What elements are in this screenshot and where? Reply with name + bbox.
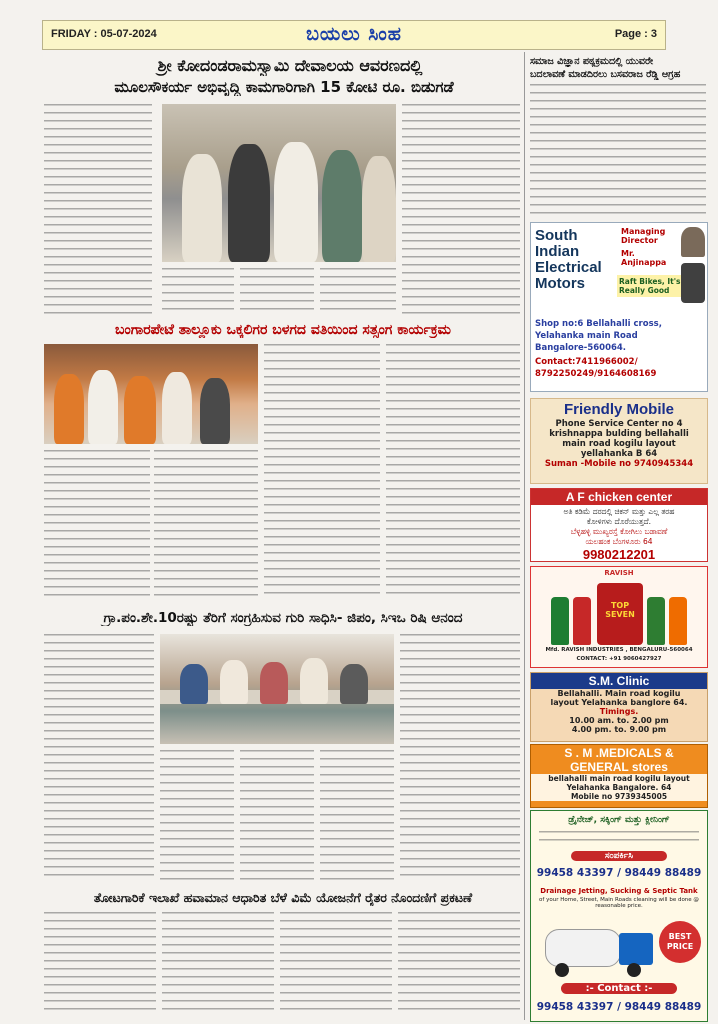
product-bottles xyxy=(547,579,691,645)
ad-drainage-contact-label: ಸಂಪರ್ಕಿಸಿ xyxy=(571,851,667,861)
ad-drainage-phone: 99458 43397 / 98449 88489 xyxy=(536,867,702,879)
ad-drainage-text xyxy=(539,831,699,847)
second-text-col1 xyxy=(44,450,150,600)
lead-photo xyxy=(162,104,396,262)
column-divider xyxy=(524,52,525,1020)
ad-medicals-mobile: Mobile no 9739345005 xyxy=(531,792,707,801)
fourth-headline: ತೋಟಗಾರಿಕೆ ಇಲಾಖೆ ಹವಾಮಾನ ಆಧಾರಿತ ಬೆಳೆ ವಿಮೆ ಯೋಜನೆಗೆ ರೈತರ ನೊಂದಣಿಗೆ ಪ್ರಕಟಣೆ xyxy=(93,890,473,905)
third-text-col1 xyxy=(44,634,154,882)
lead-text-col3 xyxy=(240,268,314,316)
second-text-col2 xyxy=(154,450,258,600)
ad-friendly-line4: yellahanka B 64 xyxy=(580,449,658,459)
ad-friendly-line2: krishnappa bulding bellahalli xyxy=(549,429,689,439)
ad-ravish-contact: CONTACT: +91 9060427927 xyxy=(576,656,662,662)
page-number: Page : 3 xyxy=(614,28,657,40)
side-headline-line1: ಸಮಾಜ ವಿಜ್ಞಾನ ಪಠ್ಯಕ್ರಮದಲ್ಲಿ ಯುವರೇ xyxy=(530,56,654,67)
ad-clinic-timings-label: Timings. xyxy=(599,707,639,716)
ad-ravish xyxy=(530,566,708,668)
ad-ravish-product: TOP SEVEN xyxy=(605,601,635,619)
ad-medicals-name-2: GENERAL stores xyxy=(570,760,668,774)
ad-sie-director: Managing Director xyxy=(621,227,666,245)
ad-friendly-line1: Phone Service Center no 4 xyxy=(555,419,683,429)
ad-sie-name-4: Motors xyxy=(535,275,585,292)
lead-text-col5 xyxy=(402,104,520,314)
avatar xyxy=(681,227,705,257)
ad-drainage-title: ಡ್ರೈನೇಜ್, ಸಕ್ಕಿಂಗ್ ಮತ್ತು ಕ್ಲೀನಿಂಗ್ xyxy=(568,815,670,825)
lead-headline-line2: ಮೂಲಸೌಕರ್ಯ ಅಭಿವೃದ್ಧಿ ಕಾಮಗಾರಿಗಾಗಿ 15 ಕೋಟಿ ರೂ. ಬಿಡುಗಡೆ xyxy=(114,78,454,96)
ad-sie-name-1: South xyxy=(535,227,578,244)
ad-friendly-line3: main road kogilu layout xyxy=(562,439,676,449)
side-text xyxy=(530,84,706,216)
lead-headline-line1: ಶ್ರೀ ಕೋದಂಡರಾಮಸ್ವಾಮಿ ದೇವಾಲಯ ಆವರಣದಲ್ಲಿ xyxy=(157,56,423,75)
side-headline-line2: ಬದಲಾವಣೆ ಮಾಡದಿರಲು ಬಸವರಾಜ ರೆಡ್ಡಿ ಆಗ್ರಹ xyxy=(530,69,681,80)
third-text-col2 xyxy=(160,750,234,882)
badge-line1: BEST xyxy=(668,932,692,941)
ad-medicals-line1: bellahalli main road kogilu layout xyxy=(531,774,707,783)
ad-sie-name-3: Electrical xyxy=(535,259,602,276)
third-photo xyxy=(160,634,394,744)
ad-drainage-service: Drainage Jetting, Sucking & Septic Tank xyxy=(540,887,698,895)
third-headline: ಗ್ರಾ.ಪಂ.ಶೇ.10ರಷ್ಟು ತೆರಿಗೆ ಸಂಗ್ರಹಿಸುವ ಗುರಿ ಸಾಧಿಸಿ- ಜಿಪಂ, ಸಿಇಒ ರಿಷಿ ಆನಂದ xyxy=(103,610,463,626)
ad-ravish-brand: RAVISH xyxy=(604,569,634,577)
ad-sie-contact-2: 8792250249/9164608169 xyxy=(535,369,657,379)
lead-text-col4 xyxy=(320,268,396,316)
ad-chicken-center xyxy=(530,488,708,562)
ad-sie-address-3: Bangalore-560064. xyxy=(535,343,627,353)
lead-text-col2 xyxy=(162,268,234,316)
newspaper-title: ಬಯಲು ಸಿಂಹ xyxy=(306,23,402,45)
truck-image xyxy=(545,919,655,979)
ad-chicken-line2: ಕೋಳಿಗಳು ದೊರೆಯುತ್ತದೆ. xyxy=(586,517,652,526)
ad-drainage-service-sub: of your Home, Street, Main Roads cleaning will be done @ reasonable price. xyxy=(539,897,699,909)
ad-chicken-phone: 9980212201 xyxy=(582,547,656,562)
second-headline: ಬಂಗಾರಪೇಟೆ ತಾಲ್ಲೂಕು ಒಕ್ಕಲಿಗರ ಬಳಗದ ವತಿಯಿಂದ ಸತ್ಸಂಗ ಕಾರ್ಯಕ್ರಮ xyxy=(115,322,451,338)
ad-friendly-contact: Suman -Mobile no 9740945344 xyxy=(544,459,694,469)
ad-sm-clinic xyxy=(530,672,708,742)
lead-text-col1 xyxy=(44,104,152,314)
ad-sie-contact-1: Contact:7411966002/ xyxy=(535,357,638,367)
ad-sie-name-2: Indian xyxy=(535,243,580,260)
ad-clinic-timing-1: 10.00 am. to. 2.00 pm xyxy=(569,716,669,725)
ad-sie-tagline: Raft Bikes, It's Really Good xyxy=(617,275,685,297)
issue-date: FRIDAY : 05-07-2024 xyxy=(51,28,157,40)
third-text-col3 xyxy=(240,750,314,882)
masthead xyxy=(42,20,666,50)
fourth-text-col2 xyxy=(162,912,274,1016)
ad-friendly-mobile xyxy=(530,398,708,484)
second-photo xyxy=(44,344,258,444)
ad-ravish-maker: Mfd. RAVISH INDUSTRIES , BENGALURU-560064 xyxy=(545,647,693,653)
best-price-badge xyxy=(659,921,701,963)
ad-chicken-line4: ಯಲಹಂಕ ಬೆಂಗಳೂರು 64 xyxy=(585,537,653,546)
second-text-col4 xyxy=(386,344,520,600)
ad-sie-address-2: Yelahanka main Road xyxy=(535,331,638,341)
second-text-col3 xyxy=(264,344,380,600)
ad-drainage-phone2: 99458 43397 / 98449 88489 xyxy=(536,1001,702,1013)
fourth-text-col1 xyxy=(44,912,156,1016)
third-text-col4 xyxy=(320,750,394,882)
third-text-col5 xyxy=(400,634,520,882)
ad-friendly-name: Friendly Mobile xyxy=(563,401,674,418)
ad-clinic-line1: Bellahalli. Main road kogilu xyxy=(557,689,681,698)
motor-image xyxy=(681,263,705,303)
ad-clinic-name: S.M. Clinic xyxy=(531,673,707,689)
ad-clinic-line2: layout Yelahanka banglore 64. xyxy=(550,698,688,707)
ad-medicals-name-1: S . M .MEDICALS & xyxy=(564,746,674,760)
fourth-text-col4 xyxy=(398,912,520,1016)
ad-south-indian-electrical xyxy=(530,222,708,392)
ad-sie-address-1: Shop no:6 Bellahalli cross, xyxy=(535,319,662,329)
ad-chicken-line1: ಅತಿ ಕಡಿಮೆ ದರದಲ್ಲಿ ಚಿಕನ್ ಮತ್ತು ಎಲ್ಲ ತರಹ xyxy=(563,507,675,516)
ad-chicken-name: A F chicken center xyxy=(531,489,707,505)
ad-drainage-contact2-label: :- Contact :- xyxy=(561,983,677,994)
ad-clinic-timing-2: 4.00 pm. to. 9.00 pm xyxy=(571,725,667,734)
badge-line2: PRICE xyxy=(666,942,694,951)
ad-medicals-line2: Yelahanka Bangalore. 64 xyxy=(531,783,707,792)
ad-sie-director-name: Mr. Anjinappa xyxy=(621,249,667,267)
ad-sm-medicals xyxy=(530,744,708,808)
ad-drainage xyxy=(530,810,708,1022)
fourth-text-col3 xyxy=(280,912,392,1016)
ad-chicken-line3: ಬೆಳ್ಳಹಳ್ಳಿ ಮುಖ್ಯರಸ್ತೆ ಕೋಗಿಲು ಬಡಾವಣೆ xyxy=(570,527,668,536)
